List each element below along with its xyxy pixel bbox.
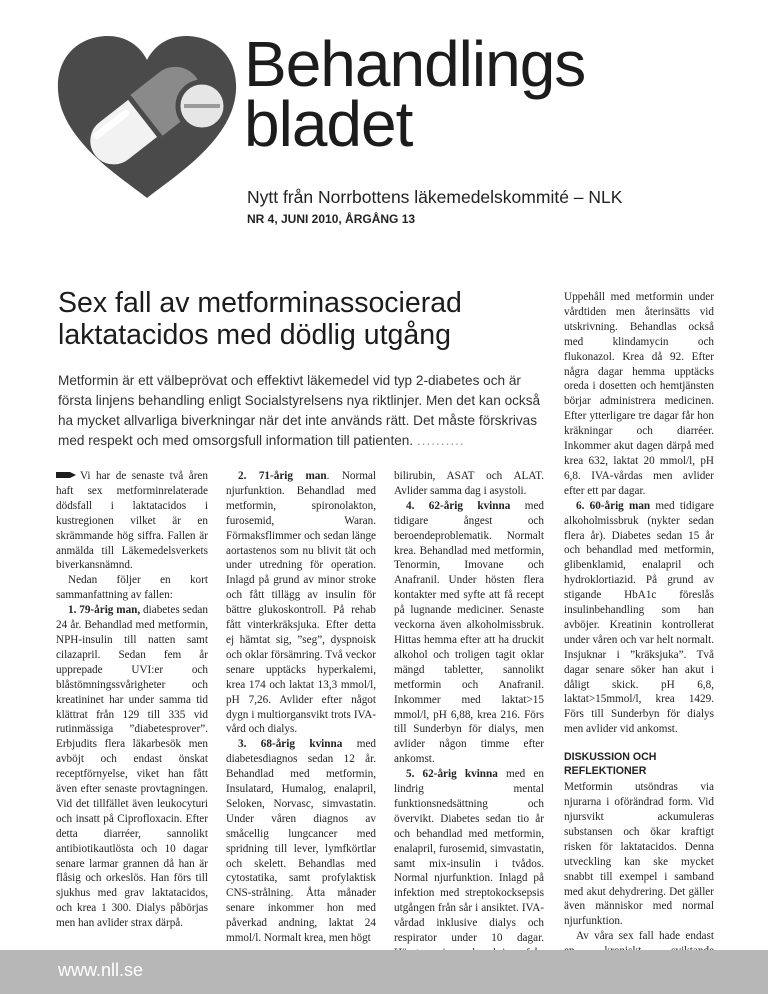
- case-4-lead: 4. 62-årig kvinna: [406, 499, 511, 512]
- article-column-1: [56, 469, 208, 931]
- case-1-lead: 1. 79-årig man,: [68, 604, 141, 617]
- case-4-text: med tidigare ångest och beroendeproblematik. Normalt krea. Behandlad med metformin, Tenormin, Imovane och Anafranil. Under hösten flera kontakter med syfte att få recept på lugnande mediciner. Senaste veckorna även alkoholmissbruk. Hittas hemma efter att ha druckit alkohol och troligen tagit oklar mängd tabletter, sannolikt metformin och Anafranil. Inkommer med laktat>15 mmol/l, pH 6,88, krea 216. Förs till Sunderbyn för dialys, men avlider någon timme efter ankomst.: [394, 499, 545, 766]
- subheading-line1: DISKUSSION OCH: [564, 751, 657, 764]
- headline-line2: laktatacidos med dödlig utgång: [58, 319, 451, 351]
- case-5-paragraph: [394, 767, 544, 976]
- case-3-paragraph: [226, 737, 376, 946]
- case-1-text: diabetes sedan 24 år. Behandlad med metformin, NPH-insulin till natten samt cilazapril. Sedan fem år upprepade UVI:er och blåstömningssvårigheter och kreatininet har under samma tid klättrat från 129 till 335 vid rutinmässiga ”diabetesprover”. Erbjudits flera läkarbesök men avböjt och endast önskat receptförnyelse, viket han fått även efter senaste provtagningen. Vid det tillfället även leukocyturi och insatt på Ciprofloxacin. Efter detta diarréer, sannolikt antibiotikautlösta och 10 dagar senare larmar grannen då han är flåsig och orkeslös. Han förs till sjukhus med grav laktatacidos, och krea 1 300. Dialys påbörjas men han avlider strax därpå.: [56, 604, 208, 930]
- subheading-line2: REFLEKTIONER: [564, 765, 647, 778]
- masthead-subtitle: Nytt från Norrbottens läkemedelskommité – NLK: [247, 187, 623, 207]
- article-lede: [58, 371, 544, 451]
- case-6-paragraph: [564, 499, 714, 738]
- headline-line1: Sex fall av metforminassocierad: [58, 287, 462, 319]
- case-3-lead: 3. 68-årig kvinna: [238, 738, 343, 751]
- case-6-text: med tidigare alkoholmissbruk (nykter sedan flera år). Diabetes sedan 15 år och behandlad med metformin, glibenklamid, enalapril och hydroklortiazid. På grund av stigande HbA1c föreslås insulinbehandling som han avböjer. Kreatinin kontrollerat under våren och var helt normalt. Insjuknar i ”kräksjuka”. Två dagar senare söker han akut i dåligt skick. pH 6,8, laktat>15mmol/l, krea 1429. Förs till Sunderbyn för dialys men avlider vid ankomst.: [564, 499, 715, 736]
- masthead-title-line2: bladet: [244, 88, 413, 160]
- intro-paragraph: [56, 469, 208, 573]
- masthead-title-line1: Behandlings: [244, 28, 586, 100]
- arrow-icon: [56, 472, 76, 478]
- case-2-lead: 2. 71-årig man: [238, 470, 327, 482]
- masthead-title: [244, 28, 586, 160]
- footer-url-link[interactable]: www.nll.se: [58, 960, 144, 980]
- case-6-lead: 6. 60-årig man: [576, 499, 651, 512]
- discussion-paragraph-2: Av våra sex fall hade endast: [576, 930, 714, 943]
- case-5-lead: 5. 62-årig kvinna: [406, 768, 498, 781]
- intro-text: Vi har de senaste två åren haft sex metforminrelaterade dödsfall i laktatacidos i kustregionen vilket är en skrämmande hög siffra. Fallen är anmälda till Läkemedelsverkets biverkansnämnd.: [56, 470, 208, 572]
- heart-pill-logo-icon: [52, 28, 242, 206]
- case-5-continuation: Uppehåll med metformin under vårdtiden men återinsätts vid utskrivning. Behandlas också med klindamycin och flukonazol. Krea då 92. Efter några dagar hemma upptäcks oreda i dosetten och hemtjänsten börjar administrera medicinen. Efter ytterligare tre dagar får hon kräkningar och diarréer. Inkommer akut dagen därpå med krea 632, laktat 20 mmol/l, pH 6,8. IVA-vårdas men avlider efter ett par dagar.: [564, 291, 714, 497]
- case-3-text: med diabetesdiagnos sedan 12 år. Behandlad med metformin, Insulatard, Humalog, enalapril, Seloken, Norvasc, simvastatin. Under våren diagnos av småcellig lungcancer med spridning till lever, lymfkörtlar och skelett. Behandlas med cytostatika, samt profylaktisk CNS-strålning. Åtta månader senare inkommer hon med påverkad andning, laktat 24 mmol/l. Normalt krea, men högt: [226, 738, 377, 945]
- article-column-4: [564, 290, 714, 989]
- article-headline: [58, 287, 538, 351]
- case-5-text: med en lindrig mental funktionsnedsättning och övervikt. Diabetes sedan tio år och behandlad med metformin, enalapril, furosemid, simvastatin, samt mix-insulin i tvådos. Normal njurfunktion. Inlagd på infektion med streptokocksepsis utgången från sår i ansiktet. IVA-vårdad inklusive dialys och respirator under 10 dagar.: [394, 768, 545, 945]
- summary-intro-paragraph: Nedan följer en kort sammanfattning av fallen:: [56, 574, 208, 602]
- discussion-paragraph-1: Metformin utsöndras via njurarna i oförändrad form. Vid njursvikt ackumuleras substansen och ökar kraftigt risken för laktatacidos. Denna utveckling kan ske mycket snabbt till exempel i samband med akut dehydrering. Det gäller även människor med normal njurfunktion.: [564, 781, 714, 928]
- case-2-paragraph: [226, 469, 376, 737]
- article-column-2: [226, 469, 376, 946]
- case-2-text: . Normal njurfunktion. Behandlad med metformin, spironolakton, furosemid, Waran. Förmaksflimmer och sedan länge aortastenos som nu blivit tät och under utredning för operation. Inlagd på grund av minor stroke och fått tillägg av insulin för bättre glukoskontroll. På rehab fått vinterkräksjuka. Efter detta ej hämtat sig, ”seg”, dyspnoisk och oklar försämring. Två veckor senare upptäcks hyperkalemi, krea 174 och laktat 13,3 mmol/l, pH 7,26. Avlider efter något dygn i multiorgansvikt trots IVA-vård och dialys.: [226, 470, 376, 736]
- case-4-paragraph: [394, 499, 544, 767]
- case-1-paragraph: [56, 603, 208, 931]
- case-3-continuation: bilirubin, ASAT och ALAT. Avlider samma dag i asystoli.: [394, 470, 544, 497]
- lede-dots: ..........: [416, 433, 465, 448]
- discussion-subheading: [564, 750, 714, 778]
- lede-text: Metformin är ett välbeprövat och effektivt läkemedel vid typ 2-diabetes och är första linjens behandling enligt Socialstyrelsens nya riktlinjer. Men det kan också ha mycket allvarliga biverkningar när det inte används rätt. Det måste förskrivas med respekt och med omsorgsfull information till patienten.: [58, 373, 541, 448]
- issue-info: NR 4, JUNI 2010, ÅRGÅNG 13: [247, 212, 416, 226]
- article-column-3: [394, 469, 544, 976]
